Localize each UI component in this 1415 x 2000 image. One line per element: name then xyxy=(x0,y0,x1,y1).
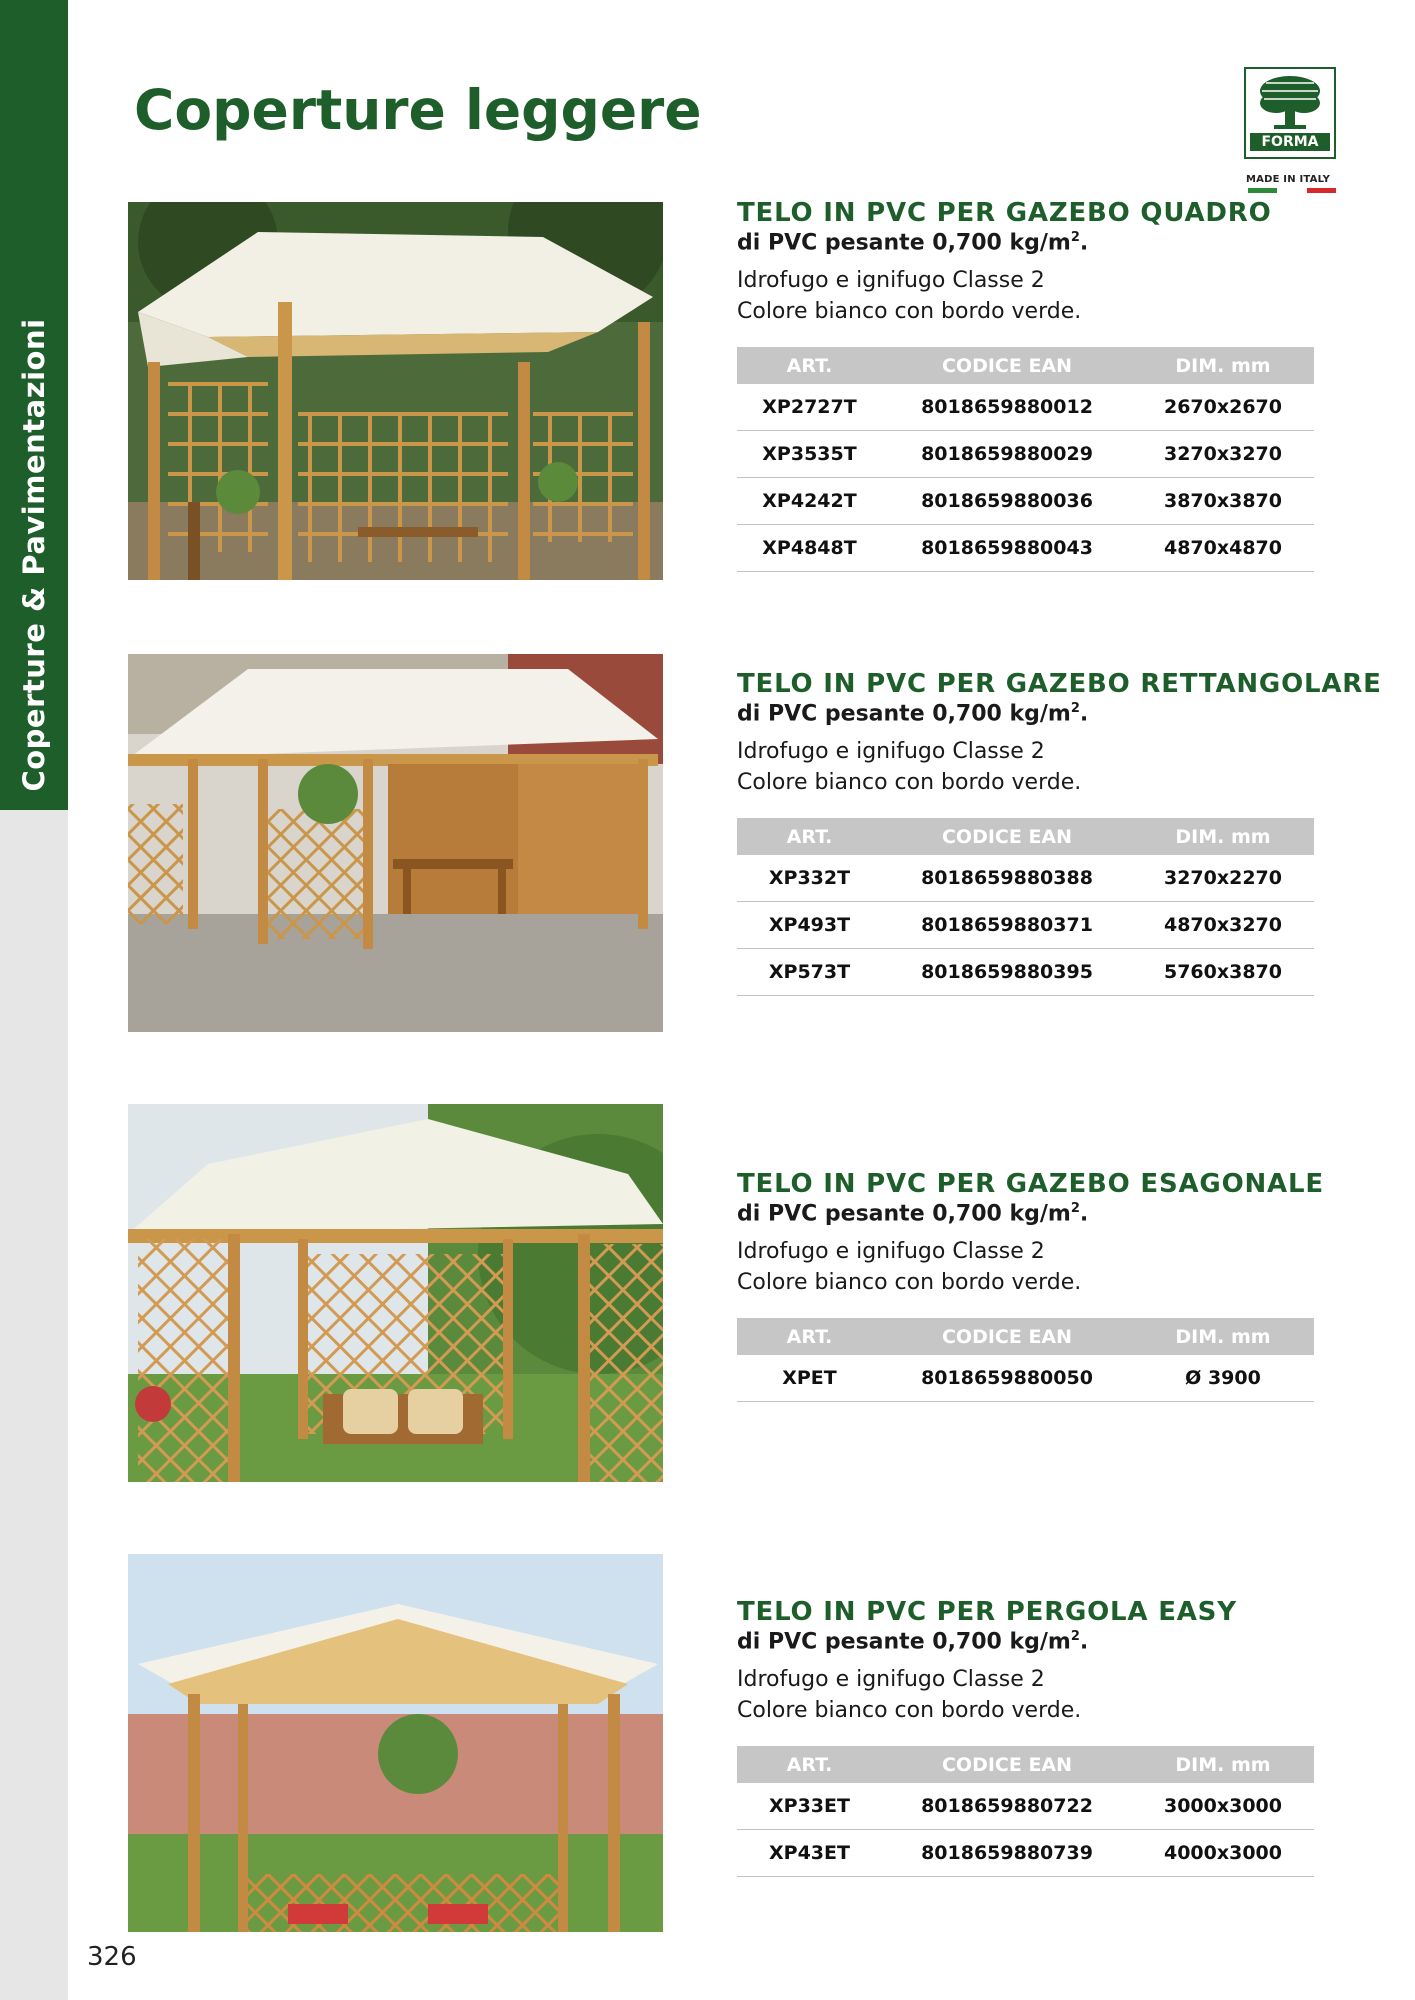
cell-dim: 3270x3270 xyxy=(1132,431,1314,478)
table-row xyxy=(737,1355,1314,1402)
col-header-ean: CODICE EAN xyxy=(882,818,1132,855)
description-line: Colore bianco con bordo verde. xyxy=(737,770,1082,796)
description-line: Colore bianco con bordo verde. xyxy=(737,1270,1082,1296)
cell-dim: 3270x2270 xyxy=(1132,855,1314,902)
cell-art: XP4848T xyxy=(737,525,882,572)
subtitle-end: . xyxy=(1079,1629,1089,1655)
subtitle-exponent: 2 xyxy=(1070,701,1080,716)
cell-dim: Ø 3900 xyxy=(1132,1355,1314,1402)
subtitle-exponent: 2 xyxy=(1070,1629,1080,1644)
product-gazebo-rettangolare xyxy=(737,669,1382,996)
product-description xyxy=(737,736,1314,798)
description-line: Colore bianco con bordo verde. xyxy=(737,299,1082,325)
cell-dim: 3000x3000 xyxy=(1132,1783,1314,1830)
spec-table xyxy=(737,818,1314,996)
spec-table xyxy=(737,347,1314,572)
table-row xyxy=(737,478,1314,525)
description-line: Idrofugo e ignifugo Classe 2 xyxy=(737,739,1045,765)
gazebo-esagonale-photo xyxy=(128,1104,663,1482)
spec-table xyxy=(737,1318,1314,1402)
product-subtitle xyxy=(737,701,1314,726)
pergola-easy-photo xyxy=(128,1554,663,1932)
product-title: TELO IN PVC PER GAZEBO ESAGONALE xyxy=(737,1169,1324,1199)
cell-art: XP573T xyxy=(737,949,882,996)
cell-art: XP493T xyxy=(737,902,882,949)
page-title: Coperture leggere xyxy=(134,78,702,142)
cell-art: XP332T xyxy=(737,855,882,902)
cell-ean: 8018659880371 xyxy=(882,902,1132,949)
cell-dim: 4870x3270 xyxy=(1132,902,1314,949)
cell-dim: 2670x2670 xyxy=(1132,384,1314,431)
col-header-ean: CODICE EAN xyxy=(882,1318,1132,1355)
cell-ean: 8018659880739 xyxy=(882,1830,1132,1877)
product-subtitle xyxy=(737,230,1314,255)
italian-flag-stripe xyxy=(1248,188,1336,193)
page-number: 326 xyxy=(87,1942,137,1972)
product-subtitle xyxy=(737,1629,1314,1654)
gazebo-rettangolare-photo xyxy=(128,654,663,1032)
gazebo-quadro-photo xyxy=(128,202,663,580)
forma-logo xyxy=(1244,67,1340,167)
table-row xyxy=(737,1830,1314,1877)
product-description xyxy=(737,1236,1314,1298)
col-header-art: ART. xyxy=(737,818,882,855)
col-header-art: ART. xyxy=(737,1746,882,1783)
product-description xyxy=(737,265,1314,327)
col-header-ean: CODICE EAN xyxy=(882,347,1132,384)
cell-art: XP43ET xyxy=(737,1830,882,1877)
table-row xyxy=(737,949,1314,996)
col-header-art: ART. xyxy=(737,1318,882,1355)
cell-ean: 8018659880012 xyxy=(882,384,1132,431)
cell-art: XP33ET xyxy=(737,1783,882,1830)
subtitle-text: di PVC pesante 0,700 kg/m xyxy=(737,701,1071,727)
sidebar-section-tab xyxy=(0,0,68,810)
subtitle-text: di PVC pesante 0,700 kg/m xyxy=(737,230,1071,256)
subtitle-end: . xyxy=(1079,230,1089,256)
col-header-dim: DIM. mm xyxy=(1132,818,1314,855)
cell-art: XP3535T xyxy=(737,431,882,478)
cell-art: XP2727T xyxy=(737,384,882,431)
cell-ean: 8018659880050 xyxy=(882,1355,1132,1402)
table-row xyxy=(737,855,1314,902)
sidebar xyxy=(0,0,68,2000)
col-header-ean: CODICE EAN xyxy=(882,1746,1132,1783)
product-description xyxy=(737,1664,1314,1726)
cell-dim: 3870x3870 xyxy=(1132,478,1314,525)
subtitle-exponent: 2 xyxy=(1070,1201,1080,1216)
table-row xyxy=(737,902,1314,949)
product-title: TELO IN PVC PER PERGOLA EASY xyxy=(737,1597,1237,1627)
subtitle-text: di PVC pesante 0,700 kg/m xyxy=(737,1629,1071,1655)
cell-dim: 4000x3000 xyxy=(1132,1830,1314,1877)
cell-ean: 8018659880043 xyxy=(882,525,1132,572)
cell-art: XP4242T xyxy=(737,478,882,525)
description-line: Idrofugo e ignifugo Classe 2 xyxy=(737,1239,1045,1265)
logo-brand-text: FORMA xyxy=(1250,133,1330,151)
cell-dim: 4870x4870 xyxy=(1132,525,1314,572)
product-gazebo-esagonale xyxy=(737,1169,1324,1402)
cell-dim: 5760x3870 xyxy=(1132,949,1314,996)
made-in-italy-label: MADE IN ITALY xyxy=(1246,174,1331,185)
subtitle-text: di PVC pesante 0,700 kg/m xyxy=(737,1201,1071,1227)
product-gazebo-quadro xyxy=(737,198,1314,572)
cell-art: XPET xyxy=(737,1355,882,1402)
subtitle-end: . xyxy=(1079,701,1089,727)
product-subtitle xyxy=(737,1201,1314,1226)
description-line: Idrofugo e ignifugo Classe 2 xyxy=(737,1667,1045,1693)
product-title: TELO IN PVC PER GAZEBO QUADRO xyxy=(737,198,1272,228)
subtitle-end: . xyxy=(1079,1201,1089,1227)
description-line: Idrofugo e ignifugo Classe 2 xyxy=(737,268,1045,294)
sidebar-section-label: Coperture & Pavimentazioni xyxy=(17,318,51,792)
col-header-dim: DIM. mm xyxy=(1132,1318,1314,1355)
table-row xyxy=(737,384,1314,431)
cell-ean: 8018659880722 xyxy=(882,1783,1132,1830)
table-row xyxy=(737,525,1314,572)
col-header-dim: DIM. mm xyxy=(1132,1746,1314,1783)
cell-ean: 8018659880036 xyxy=(882,478,1132,525)
cell-ean: 8018659880029 xyxy=(882,431,1132,478)
table-row xyxy=(737,431,1314,478)
cell-ean: 8018659880395 xyxy=(882,949,1132,996)
description-line: Colore bianco con bordo verde. xyxy=(737,1698,1082,1724)
product-title: TELO IN PVC PER GAZEBO RETTANGOLARE xyxy=(737,669,1382,699)
product-pergola-easy xyxy=(737,1597,1314,1877)
subtitle-exponent: 2 xyxy=(1070,230,1080,245)
table-row xyxy=(737,1783,1314,1830)
col-header-dim: DIM. mm xyxy=(1132,347,1314,384)
col-header-art: ART. xyxy=(737,347,882,384)
spec-table xyxy=(737,1746,1314,1877)
tree-icon xyxy=(1246,69,1334,139)
cell-ean: 8018659880388 xyxy=(882,855,1132,902)
